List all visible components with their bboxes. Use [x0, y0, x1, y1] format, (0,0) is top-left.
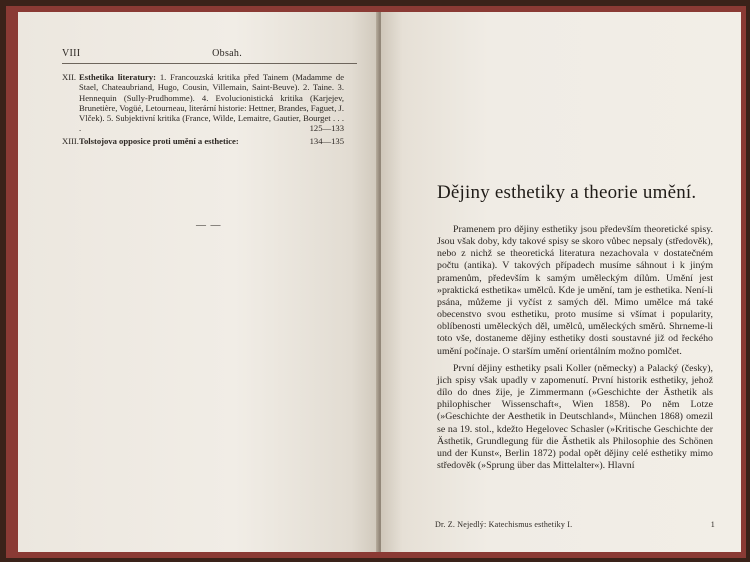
toc-entry: [62, 136, 344, 146]
toc-entry-pages: 125—133: [309, 123, 344, 134]
paragraph: Pramenem pro dějiny esthetiky jsou především theoretické spisy. Jsou však doby, kdy takové spisy se skoro vůbec nepsaly (středověk), nebo z nichž se theoretická literatura nezachovala v dostatečném počtu (antika). V takových případech musíme sáhnout i k jiným pramenům, především k samým uměleckým dílům. Umění jest »praktická esthetika« umělců. Kde je umění, tam je esthetika. Není-li psána, můžeme ji vyčíst z samých děl. Mimo umělce má také obecenstvo svou esthetiku, proto musíme si všímat i popularity, oblíbenosti uměleckých děl, umělců, uměleckých směrů. Shrneme-li toto vše, dostaneme dějiny esthetiky dosti soustavné již od řeckého umění počínaje. O starším umění orientálním možno pomlčet.: [437, 224, 713, 357]
right-page: [381, 12, 741, 552]
toc-entry-number: XIII.: [62, 135, 79, 146]
page-number: VIII: [62, 48, 81, 59]
toc-entry: [62, 72, 344, 134]
toc-entry-title: Tolstojova opposice proti umění a esthetice:: [79, 135, 239, 146]
header-rule: [62, 63, 357, 64]
toc-entry-number: XII.: [62, 72, 77, 82]
running-head: [62, 48, 242, 59]
footer-page-number: 1: [710, 520, 715, 529]
left-page: [18, 12, 380, 552]
running-title: Obsah.: [212, 48, 242, 59]
body-text: [437, 224, 713, 477]
section-end-mark: — —: [196, 220, 222, 231]
chapter-title: Dějiny esthetiky a theorie umění.: [437, 182, 697, 203]
page-footer: [435, 520, 715, 529]
table-of-contents: [62, 72, 344, 146]
paragraph: První dějiny esthetiky psali Koller (německy) a Palacký (česky), jich spisy však upadly v zapomenutí. První historik esthetiky, jehož dílo do dnes žije, je Zimmermann (»Geschichte der Ästhetik als philophischer Wissenschaft«, Wien 1858). Po něm Lotze (»Geschichte der Aesthetik in Deutschland«, München 1868) omezil se na 19. stol., kdežto Hegelovec Schasler (»Kritische Geschichte der Ästhetik, Grundlegung für die Ästhetik als Philosophie des Schönen und der Kunst«, Berlin 1872) podal opět dějiny celé esthetiky mimo středověk (»Sprung über das Mittelalter«). Hlavní: [437, 362, 713, 471]
toc-entry-text: 1. Francouzská kritika před Tainem (Madamme de Stael, Chateaubriand, Hugo, Cousin, Villemain, Saint-Beuve). 2. Taine. 3. Hennequin (Sully-Prudhomme). 4. Evolucionistická kritika (Karjejev, Brunetière, Vogüé, Letourneau, literární historie: Hettner, Brandes, Faguet, J. Vlček). 5. Subjektivní kritika (France, Wilde, Lemaitre, Gautier, Bourget . . . .: [79, 72, 345, 134]
toc-entry-pages: 134—135: [309, 135, 344, 146]
toc-entry-title: Esthetika literatury:: [79, 72, 156, 82]
footer-signature: Dr. Z. Nejedlý: Katechismus esthetiky I.: [435, 520, 573, 529]
